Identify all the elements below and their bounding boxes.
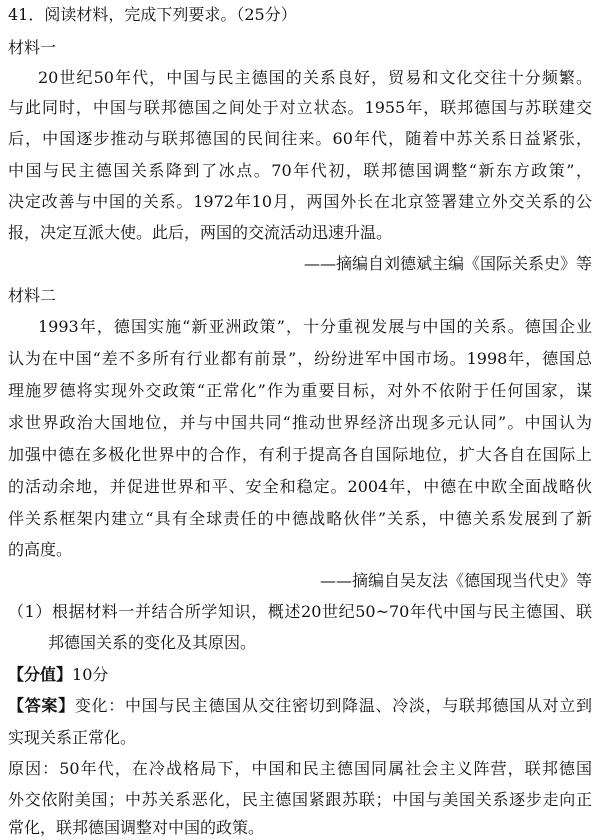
subquestion-line-2: 邦德国关系的变化及其原因。 [48,633,257,652]
score-line [8,662,592,687]
score-value: 10分 [72,665,109,684]
material2-line-1: 1993年，德国实施“新亚洲政策”，十分重视发展与中国的关系。德国企业 [38,317,592,336]
subquestion-line-1: （1）根据材料一并结合所学知识，概述20世纪50~70年代中国与民主德国、联 [8,602,592,621]
answer-line-1 [8,693,592,718]
material2-line-2: 认为在中国“差不多所有行业都有前景”，纷纷进军中国市场。1998年，德国总 [8,349,592,368]
score-label: 【分值】 [8,665,73,684]
material2-line-6: 的活动余地，并促进世界和平、安全和稳定。2004年，中德在中欧全面战略伙 [8,477,592,496]
answer-reason-line-1: 原因：50年代，在冷战格局下，中国和民主德国同属社会主义阵营，联邦德国 [8,759,592,778]
material1-line-6: 报，决定互派大使。此后，两国的交流活动迅速升温。 [8,223,393,242]
material1-source: ——摘编自刘德斌主编《国际关系史》等 [303,254,592,273]
answer-reason-line-2: 外交依附美国；中苏关系恶化，民主德国紧跟苏联；中国与美国关系逐步走向正 [8,790,592,809]
material1-line-2: 与此同时，中国与联邦德国之间处于对立状态。1955年，联邦德国与苏联建交 [8,98,592,117]
material1-line-5: 决定改善与中国的关系。1972年10月，两国外长在北京签署建立外交关系的公 [8,192,592,211]
material2-line-8: 的高度。 [8,540,73,559]
material2-line-5: 加强中德在多极化世界中的合作，有利于提高各自国际地位，扩大各自在国际上 [8,445,592,464]
material1-line-4: 中国与民主德国关系降到了冰点。70年代初，联邦德国调整“新东方政策”， [8,161,592,180]
answer-change-text: 变化：中国与民主德国从交往密切到降温、冷淡，与联邦德国从对立到 [74,696,592,715]
material1-title: 材料一 [8,38,57,57]
answer-line-2: 实现关系正常化。 [8,728,137,747]
material2-line-4: 求世界政治大国地位，并与中国共同“推动世界经济出现多元认同”。中国认为 [8,413,592,432]
material1-line-1: 20世纪50年代，中国与民主德国的关系良好，贸易和文化交往十分频繁。 [38,68,592,87]
answer-reason-line-3: 常化，联邦德国调整对中国的政策。 [8,818,265,837]
material1-line-3: 后，中国逐步推动与联邦德国的民间往来。60年代，随着中苏关系日益紧张， [8,129,592,148]
material2-title: 材料二 [8,286,57,305]
material2-line-3: 理施罗德将实现外交政策“正常化”作为重要目标，对外不依附于任何国家，谋 [8,381,592,400]
question-header: 41．阅读材料，完成下列要求。（25分） [8,5,297,24]
answer-label: 【答案】 [8,696,75,715]
material2-source: ——摘编自吴友法《德国现当代史》等 [319,571,592,590]
material2-line-7: 伴关系框架内建立“具有全球责任的中德战略伙伴”关系，中德关系发展到了新 [8,509,592,528]
